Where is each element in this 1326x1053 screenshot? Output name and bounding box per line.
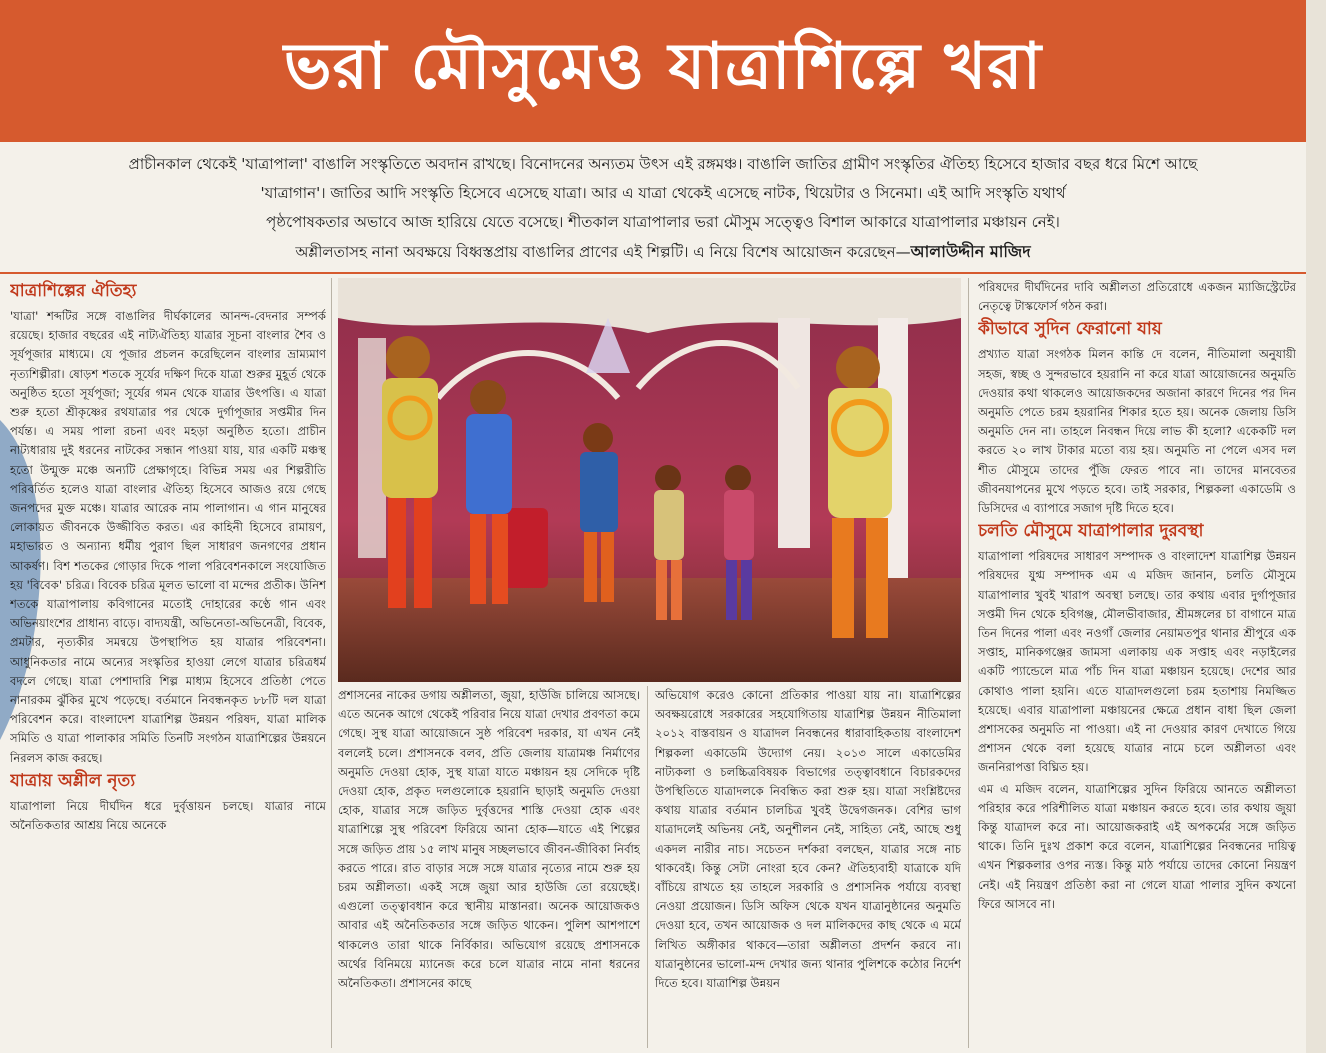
para-restore-good-days: প্রখ্যাত যাত্রা সংগঠক মিলন কান্তি দে বলেন, নীতিমালা অনুযায়ী সহজ, স্বচ্ছ ও সুন্দরভাবে হয়রানি না করে যাত্রা আয়োজনের অনুমতি দেওয়ার কথা থাকলেও আয়োজকদের অজানা কারণে দিনের পর দিন অনুমতি পেতে চরম হয়রানির শিকার হতে হয়। অনেক জেলায় ডিসি অনুমতি দেন না। তাহলে নিবন্ধন দিয়ে লাভ কী হলো? একেকটি দল করতে ২০ লাখ টাকার মতো ব্যয় হয়। অনুমতি না পেলে এসব দল শীত মৌসুমে তাদের পুঁজি ফেরত পাবে না। তাদের মানবেতর জীবনযাপনের মুখে পড়তে হবে। তাই সরকার, শিল্পকলা একাডেমি ও ডিসিদের এ ব্যাপারে সজাগ দৃষ্টি দিতে হবে। — [978, 347, 1296, 516]
column-1 — [10, 278, 326, 1048]
para-col4-intro: পরিষদের দীর্ঘদিনের দাবি অশ্লীলতা প্রতিরোধে একজন ম্যাজিস্ট্রেটের নেতৃত্বে টাস্কফোর্স গঠন করা। — [978, 280, 1296, 314]
stage-photo — [338, 278, 961, 682]
heading-restore-good-days: কীভাবে সুদিন ফেরানো যায় — [978, 319, 1162, 340]
heading-tradition: যাত্রাশিল্পের ঐতিহ্য — [10, 281, 137, 301]
para-col3: অভিযোগ করেও কোনো প্রতিকার পাওয়া যায় না। যাত্রাশিল্পের অবক্ষয়রোধে সরকারের সহযোগিতায় যাত্রাশিল্প উন্নয়ন নীতিমালা ২০১২ বাস্তবায়ন ও যাত্রাদল নিবন্ধনের ধারাবাহিকতায় বাংলাদেশ শিল্পকলা একাডেমি উদ্যোগ নেয়। ২০১৩ সালে একাডেমির নাট্যকলা ও চলচ্চিত্রবিষয়ক বিভাগের তত্ত্বাবধানে বিচারকদের উপস্থিতিতে যাত্রাদলকে নিবন্ধিত করা শুরু হয়। যাত্রা সংশ্লিষ্টদের কথায় যাত্রার বর্তমান চালচিত্র খুবই উদ্বেগজনক। বেশির ভাগ যাত্রাদলেই অভিনয় নেই, অনুশীলন নেই, সাহিত্য নেই, আছে শুধু একদল নারীর নাচ। সচেতন দর্শকরা বলছেন, যাত্রার সঙ্গে নাচ থাকবেই। কিন্তু সেটা নোংরা হবে কেন? ঐতিহ্যবাহী যাত্রাকে যদি বাঁচিয়ে রাখতে হয় তাহলে সরকারি ও প্রশাসনিক পর্যায়ে ব্যবস্থা নেওয়া প্রয়োজন। ডিসি অফিস থেকে যখন যাত্রানুষ্ঠানের অনুমতি দেওয়া হবে, তখন আয়োজক ও দল মালিকদের কাছ থেকে এ মর্মে লিখিত অঙ্গীকার থাকবে—তারা অশ্লীলতা প্রদর্শন করবে না। যাত্রানুষ্ঠানের ভালো-মন্দ দেখার জন্য থানার পুলিশকে কঠোর নির্দেশ দিতে হবে। যাত্রাশিল্প উন্নয়ন — [655, 688, 961, 991]
intro-line-4: অশ্লীলতাসহ নানা অবক্ষয়ে বিধ্বস্তপ্রায় বাঙালির প্রাণের এই শিল্পটি। এ নিয়ে বিশেষ আয়োজন করেছেন— — [295, 243, 911, 261]
intro-block — [10, 150, 1316, 268]
right-margin — [1306, 0, 1326, 1053]
para-obscene-dance: যাত্রাপালা নিয়ে দীর্ঘদিন ধরে দুর্বৃত্তায়ন চলছে। যাত্রার নামে অনৈতিকতার আশ্রয় নিয়ে অনেকে — [10, 798, 326, 833]
intro-line-3: পৃষ্ঠপোষকতার অভাবে আজ হারিয়ে যেতে বসেছে। শীতকাল যাত্রাপালার ভরা মৌসুম সত্ত্বেও বিশাল আকারে যাত্রাপালার মঞ্চায়ন নেই। — [266, 213, 1060, 231]
column-4 — [978, 278, 1296, 1048]
byline: আলাউদ্দীন মাজিদ — [910, 242, 1031, 261]
column-rule-1 — [331, 278, 332, 1048]
heading-current-season: চলতি মৌসুমে যাত্রাপালার দুরবস্থা — [978, 521, 1204, 542]
headline: ভরা মৌসুমেও যাত্রাশিল্পে খরা — [283, 29, 1043, 104]
column-3 — [655, 686, 961, 1048]
para-tradition: 'যাত্রা' শব্দটির সঙ্গে বাঙালির দীর্ঘকালের আনন্দ-বেদনার সম্পর্ক রয়েছে। হাজার বছরের এই নাট্যঐতিহ্য যাত্রার সূচনা বাংলার শৈব ও সূর্যপূজার মাধ্যমে। যে পূজার প্রচলন করেছিলেন বাংলার ভ্রাম্যমাণ নৃত্যশিল্পীরা। ষোড়শ শতকে সূর্যের দক্ষিণ দিকে যাত্রা শুরুর মুহূর্ত থেকে অনুষ্ঠিত হতো সূর্যপূজা; সূর্যের গমন থেকে যাত্রার উৎপত্তি। এ যাত্রা শুরু হতো শ্রীকৃষ্ণের রথযাত্রার পর থেকে দুর্গাপূজার সপ্তমীর দিন পর্যন্ত। এ সময় পালা রচনা এবং মহড়া অনুষ্ঠিত হতো। প্রাচীন নাট্যধারায় দুই ধরনের নাটকের সন্ধান পাওয়া যায়, যার একটি মঞ্চস্থ হতো উন্মুক্ত মঞ্চে অন্যটি প্রেক্ষাগৃহে। বিভিন্ন সময় এর শিল্পরীতি পরিবর্তিত হলেও যাত্রা বাংলার ঐতিহ্য হিসেবে আজও রয়ে গেছে জনপদের মুক্ত মঞ্চে। যাত্রার আরেক নাম পালাগান। এ গান মানুষের লোকায়ত জীবনকে উজ্জীবিত করত। এর কাহিনী হিসেবে রামায়ণ, মহাভারত ও অন্যান্য ধর্মীয় পুরাণ ছিল সাধারণ জনগণের প্রধান আকর্ষণ। বিশ শতকের গোড়ার দিকে পালা পরিবেশনকালে সংযোজিত হয় 'বিবেক' চরিত্র। বিবেক চরিত্র মূলত ভালো বা মন্দের প্রতীক। উনিশ শতকে যাত্রাপালায় কবিগানের মতোই দোহারের কণ্ঠে গান এবং অভিনয়াংশের প্রাধান্য বাড়ে। বাদ্যযন্ত্রী, অভিনেতা-অভিনেত্রী, বিবেক, প্রমটার, নৃত্যকীর সমন্বয়ে উপস্থাপিত হয় যাত্রার পরিবেশনা। আধুনিকতার নামে অন্যের সংস্কৃতির হাওয়া লেগে যাত্রার চরিত্রধর্ম বদলে গেছে। যাত্রা পেশাদারি শিল্প মাধ্যম হিসেবে প্রতিষ্ঠা পেতে নানারকম ঝুঁকির মুখে পড়েছে। বর্তমানে নিবন্ধনকৃত ৮৮টি দল যাত্রা পরিবেশন করে। বাংলাদেশ যাত্রাশিল্প উন্নয়ন পরিষদ, যাত্রা মালিক সমিতি ও যাত্রা পালাকার সমিতি তিনটি সংগঠন যাত্রাশিল্পের উন্নয়নে নিরলস কাজ করছে। — [10, 309, 326, 765]
intro-separator — [0, 272, 1326, 274]
headline-banner — [0, 0, 1326, 142]
para-majid-says: এম এ মজিদ বলেন, যাত্রাশিল্পের সুদিন ফিরিয়ে আনতে অশ্লীলতা পরিহার করে পরিশীলিত যাত্রা মঞ্চায়ন করতে হবে। তার কথায় জুয়া কিন্তু যাত্রাদল করে না। আয়োজকরাই এই অপকর্মের সঙ্গে জড়িত থাকে। তিনি দুঃখ প্রকাশ করে বলেন, যাত্রাশিল্পের নিবন্ধনের দায়িত্ব এখন শিল্পকলার ওপর ন্যস্ত। কিন্তু মাঠ পর্যায়ে তাদের কোনো নিয়ন্ত্রণ নেই। এই নিয়ন্ত্রণ প্রতিষ্ঠা করা না গেলে যাত্রা পালার সুদিন কখনো ফিরে আসবে না। — [978, 781, 1296, 911]
heading-obscene-dance: যাত্রায় অশ্লীল নৃত্য — [10, 770, 136, 791]
column-rule-3 — [968, 278, 969, 1048]
stage-photo-illustration — [338, 278, 961, 682]
column-2 — [338, 686, 640, 1048]
para-current-season: যাত্রাপালা পরিষদের সাধারণ সম্পাদক ও বাংলাদেশ যাত্রাশিল্প উন্নয়ন পরিষদের যুগ্ম সম্পাদক এম এ মজিদ জানান, চলতি মৌসুমে যাত্রাপালার খুবই খারাপ অবস্থা চলছে। তার কথায় এবার দুর্গাপূজার সপ্তমী দিন থেকে হবিগঞ্জ, মৌলভীবাজার, শ্রীমঙ্গলের চা বাগানে মাত্র তিন দিনের পালা এবং নওগাঁ জেলার নেয়ামতপুর থানার শ্রীপুরে এক সপ্তাহ, মানিকগঞ্জের জামসা এলাকায় এক সপ্তাহ এবং নড়াইলের একটি প্যান্ডেলে মাত্র পাঁচ দিন যাত্রা মঞ্চায়ন হয়েছে। দেশের আর কোথাও পালা হয়নি। এতে যাত্রাদলগুলো চরম হতাশায় নিমজ্জিত হয়েছে। এবার যাত্রাপালা মঞ্চায়নের ক্ষেত্রে প্রধান বাধা ছিল জেলা প্রশাসকের অনুমতি না পাওয়া। এই না দেওয়ার কারণ দেখাতে গিয়ে প্রশাসন থেকে বলা হয়েছে যাত্রার নামে চলে অশ্লীলতা এবং জননিরাপত্তা বিঘ্নিত হয়। — [978, 549, 1296, 775]
intro-line-2: 'যাত্রাগান'। জাতির আদি সংস্কৃতি হিসেবে এসেছে যাত্রা। আর এ যাত্রা থেকেই এসেছে নাটক, থিয়েটার ও সিনেমা। এই আদি সংস্কৃতি যথার্থ — [260, 184, 1066, 202]
para-col2: প্রশাসনের নাকের ডগায় অশ্লীলতা, জুয়া, হাউজি চালিয়ে আসছে। এতে অনেক আগে থেকেই পরিবার নিয়ে যাত্রা দেখার প্রবণতা কমে গেছে। সুস্থ যাত্রা আয়োজনে সুষ্ঠ পরিবেশ দরকার, যা এখন নেই বললেই চলে। প্রশাসনকে বলব, প্রতি জেলায় যাত্রামঞ্চ নির্মাণের অনুমতি দেওয়া হোক, সুস্থ যাত্রা যাতে মঞ্চায়ন হয় সেদিকে দৃষ্টি দেওয়া হোক, প্রকৃত দলগুলোকে হয়রানি ছাড়াই অনুমতি দেওয়া হোক, যাত্রার সঙ্গে জড়িত দুর্বৃত্তদের শাস্তি দেওয়া হোক এবং যাত্রাশিল্পে সুস্থ পরিবেশ ফিরিয়ে আনা হোক—যাতে এই শিল্পের সঙ্গে জড়িত প্রায় ১৫ লাখ মানুষ সচ্ছলভাবে জীবন-জীবিকা নির্বাহ করতে পারে। রাত বাড়ার সঙ্গে সঙ্গে যাত্রার নৃত্যের নামে শুরু হয় চরম অশ্লীলতা। একই সঙ্গে জুয়া আর হাউজি তো রয়েছেই। এগুলো তত্ত্বাবধান করে স্থানীয় মাস্তানরা। অনেক আয়োজকও আবার এই অনৈতিকতার সঙ্গে জড়িত থাকেন। পুলিশ আশপাশে থাকলেও তারা থাকে নির্বিকার। অভিযোগ রয়েছে প্রশাসনকে অর্থের বিনিময়ে ম্যানেজ করে চলে যাত্রার নামে নানা ধরনের অনৈতিকতা। প্রশাসনের কাছে — [338, 688, 640, 991]
column-rule-2 — [647, 686, 648, 1048]
intro-line-1: প্রাচীনকাল থেকেই 'যাত্রাপালা' বাঙালি সংস্কৃতিতে অবদান রাখছে। বিনোদনের অন্যতম উৎস এই রঙ্গমঞ্চ। বাঙালি জাতির গ্রামীণ সংস্কৃতির ঐতিহ্য হিসেবে হাজার বছর ধরে মিশে আছে — [128, 155, 1198, 173]
